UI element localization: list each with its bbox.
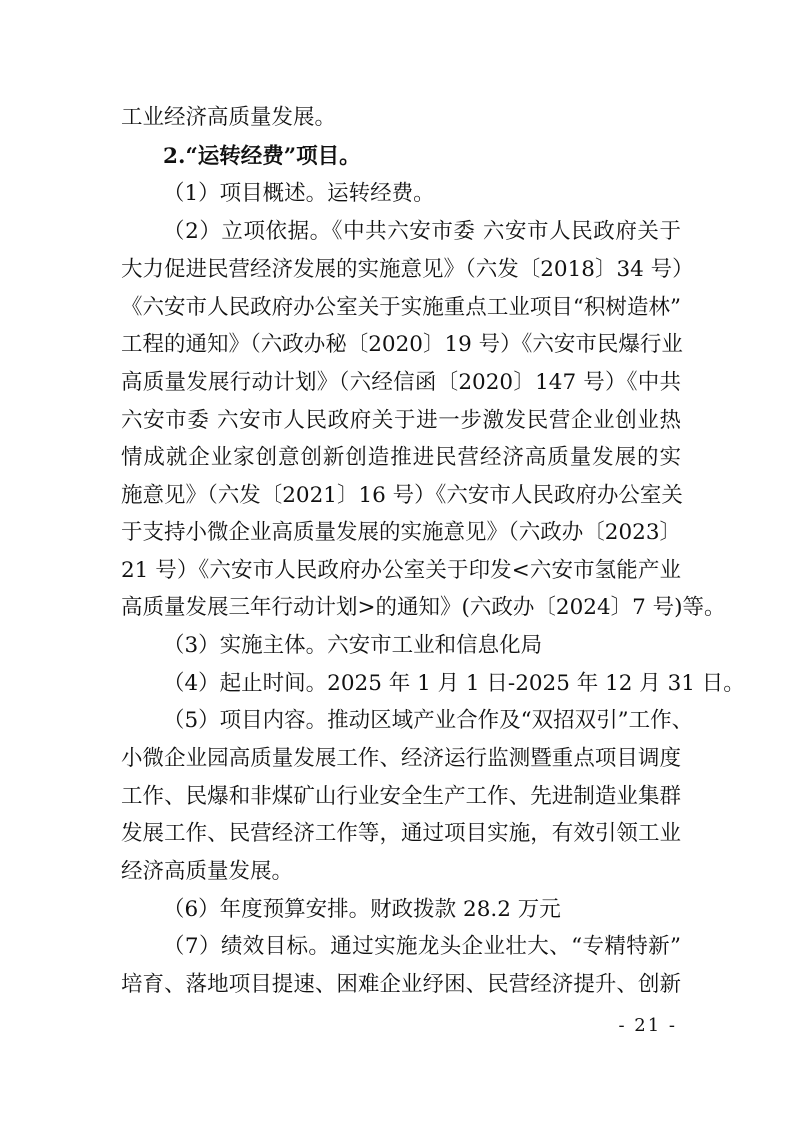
body-line: （1）项目概述。运转经费。 [163, 181, 435, 206]
body-line: 六安市委 六安市人民政府关于进一步激发民营企业创业热 [121, 408, 681, 433]
body-line: 工业经济高质量发展。 [121, 105, 337, 130]
body-line: （7）绩效目标。通过实施龙头企业壮大、“专精特新” [163, 934, 681, 959]
section-heading: 2.“运转经费”项目。 [163, 144, 361, 169]
body-line: （3）实施主体。六安市工业和信息化局 [163, 633, 543, 658]
body-line: 大力促进民营经济发展的实施意见》（六发〔2018〕34 号） [121, 257, 694, 282]
body-line: 情成就企业家创意创新创造推进民营经济高质量发展的实 [121, 445, 681, 470]
body-line: 培育、落地项目提速、困难企业纾困、民营经济提升、创新 [121, 972, 681, 997]
body-line: （2）立项依据。《中共六安市委 六安市人民政府关于 [163, 219, 681, 244]
body-line: 于支持小微企业高质量发展的实施意见》（六政办〔2023〕 [121, 520, 681, 545]
body-line: 高质量发展行动计划》（六经信函〔2020〕147 号）《中共 [121, 370, 681, 395]
body-line: 发展工作、民营经济工作等，通过项目实施，有效引领工业 [121, 821, 681, 846]
body-line: 小微企业园高质量发展工作、经济运行监测暨重点项目调度 [121, 746, 681, 771]
body-line: 21 号）《六安市人民政府办公室关于印发<六安市氢能产业 [121, 558, 681, 583]
body-line: （4）起止时间。2025 年 1 月 1 日-2025 年 12 月 31 日。 [163, 671, 745, 696]
body-line: 工作、民爆和非煤矿山行业安全生产工作、先进制造业集群 [121, 784, 681, 809]
body-line: （5）项目内容。推动区域产业合作及“双招双引”工作、 [163, 708, 694, 733]
page-number: - 21 - [618, 1015, 677, 1036]
body-line: 高质量发展三年行动计划>的通知》(六政办〔2024〕7 号)等。 [121, 595, 726, 620]
body-line: 《六安市人民政府办公室关于实施重点工业项目“积树造林” [121, 295, 681, 320]
body-line: 施意见》（六发〔2021〕16 号）《六安市人民政府办公室关 [121, 483, 683, 508]
body-line: 经济高质量发展。 [121, 859, 294, 884]
body-line: （6）年度预算安排。财政拨款 28.2 万元 [163, 897, 561, 922]
body-line: 工程的通知》（六政办秘〔2020〕19 号）《六安市民爆行业 [121, 332, 683, 357]
